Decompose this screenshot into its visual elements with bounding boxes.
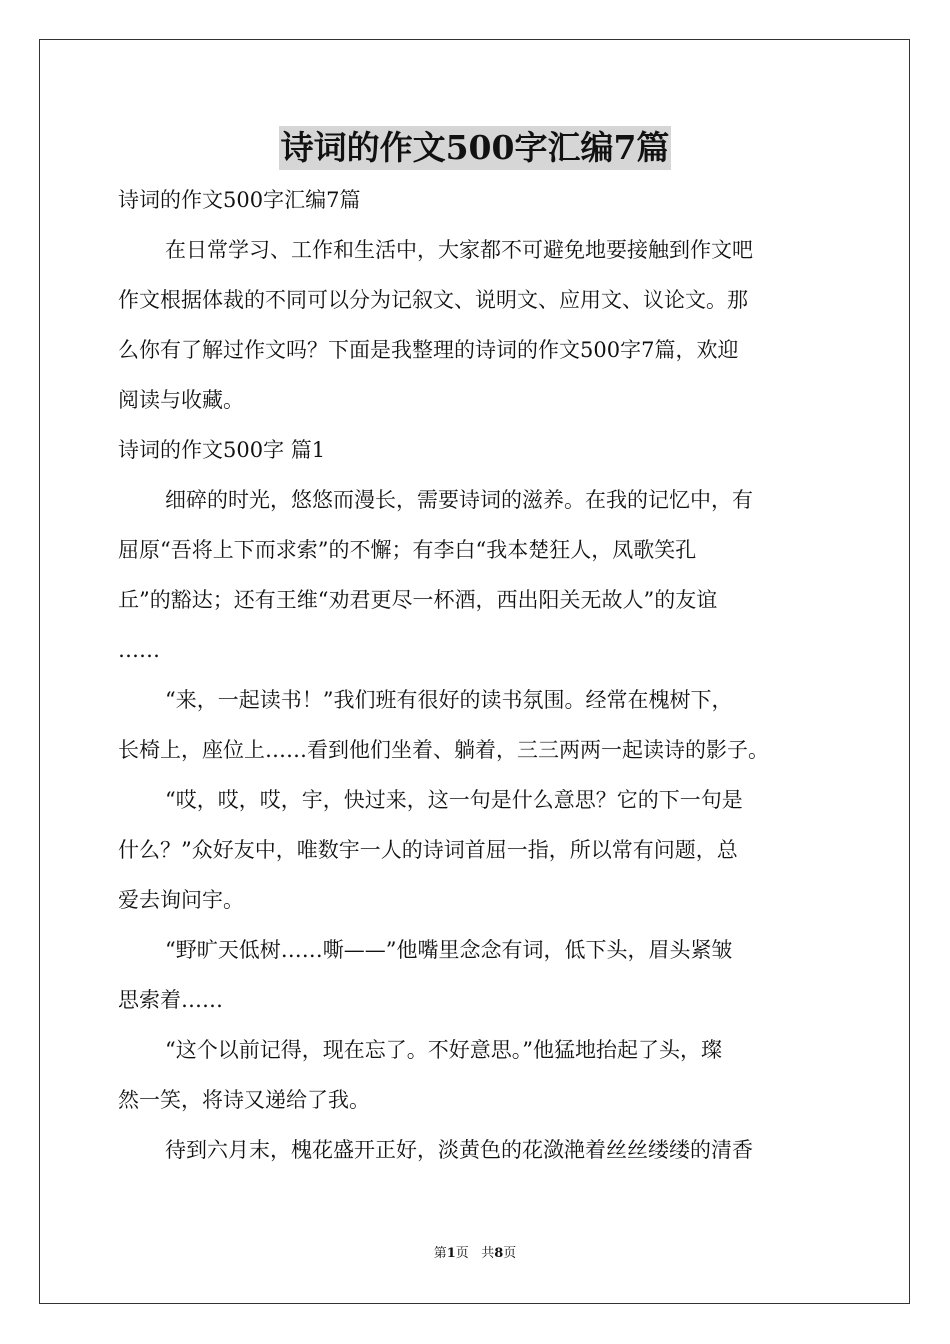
text-line: 爱去询问宇。 (118, 888, 244, 912)
total-prefix: 共 (481, 1246, 495, 1261)
text-line: “野旷天低树……嘶——”他嘴里念念有词，低下头，眉头紧皱 (165, 938, 733, 962)
text-line: “这个以前记得，现在忘了。不好意思。”他猛地抬起了头，璨 (165, 1038, 722, 1062)
text-line: 什么？”众好友中，唯数宇一人的诗词首屈一指，所以常有问题，总 (118, 838, 738, 862)
text-line: …… (118, 638, 160, 662)
text-line: 作文根据体裁的不同可以分为记叙文、说明文、应用文、议论文。那 (118, 288, 748, 312)
page-label-prefix: 第 (433, 1246, 447, 1261)
text-line: 诗词的作文500字 篇1 (118, 438, 326, 462)
text-line: 在日常学习、工作和生活中，大家都不可避免地要接触到作文吧 (165, 238, 753, 262)
text-line: 思索着…… (118, 988, 223, 1012)
total-pages: 8 (494, 1246, 504, 1261)
text-line: 待到六月末，槐花盛开正好，淡黄色的花潋滟着丝丝缕缕的清香 (165, 1138, 753, 1162)
page-number: 1 (446, 1246, 456, 1261)
text-line: 然一笑，将诗又递给了我。 (118, 1088, 370, 1112)
text-line: 长椅上，座位上……看到他们坐着、躺着，三三两两一起读诗的影子。 (118, 738, 769, 762)
title-container (0, 126, 950, 170)
document-title: 诗词的作文500字汇编7篇 (279, 126, 672, 170)
text-line: “来，一起读书！”我们班有很好的读书氛围。经常在槐树下， (165, 688, 733, 712)
text-line: 阅读与收藏。 (118, 388, 244, 412)
text-line: 诗词的作文500字汇编7篇 (118, 188, 361, 212)
text-line: “哎，哎，哎，宇，快过来，这一句是什么意思？它的下一句是 (165, 788, 743, 812)
text-line: 丘”的豁达；还有王维“劝君更尽一杯酒，西出阳关无故人”的友谊 (118, 588, 718, 612)
total-suffix: 页 (503, 1246, 517, 1261)
page-footer (0, 1244, 950, 1264)
text-line: 么你有了解过作文吗？下面是我整理的诗词的作文500字7篇，欢迎 (118, 338, 739, 362)
page-label-suffix: 页 (455, 1246, 469, 1261)
text-line: 细碎的时光，悠悠而漫长，需要诗词的滋养。在我的记忆中，有 (165, 488, 753, 512)
document-body (118, 175, 838, 1175)
text-line: 屈原“吾将上下而求索”的不懈；有李白“我本楚狂人，凤歌笑孔 (118, 538, 697, 562)
